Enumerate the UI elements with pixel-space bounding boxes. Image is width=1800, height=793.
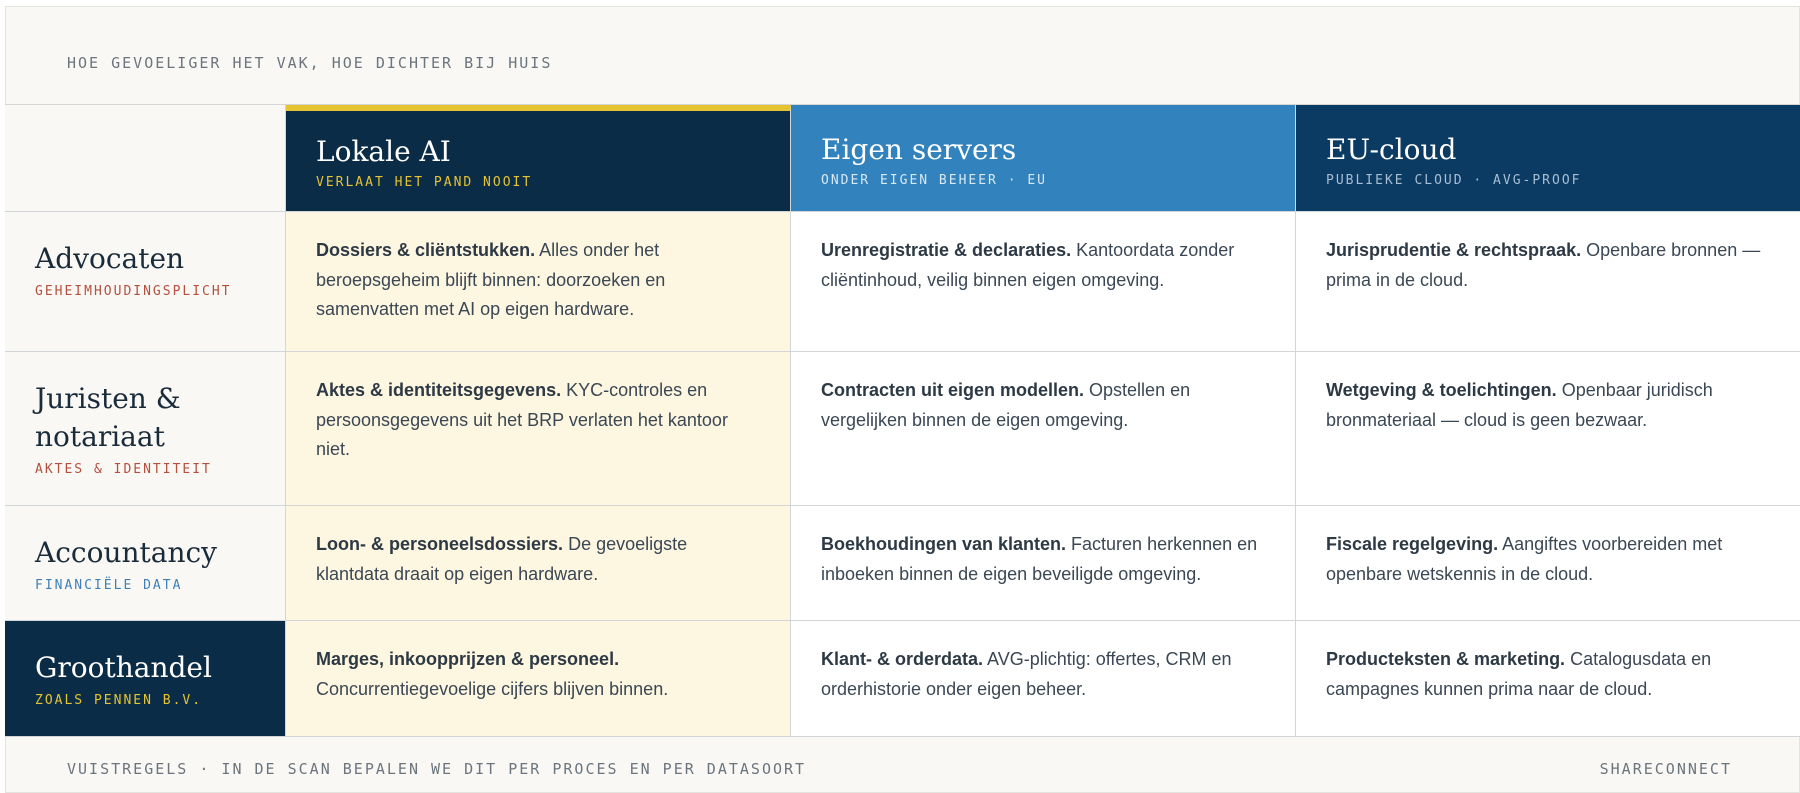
- cell-lead: Marges, inkoopprijzen & personeel.: [316, 649, 620, 669]
- comparison-table: [5, 104, 1800, 736]
- cell-text: Facturen herkennen en inboeken binnen de eigen beveiligde omgeving.: [821, 534, 1258, 584]
- cell-text: Concurrentiegevoelige cijfers blijven binnen.: [316, 678, 669, 699]
- column-header-eu-cloud: [1296, 105, 1800, 212]
- top-caption: HOE GEVOELIGER HET VAK, HOE DICHTER BIJ HUIS: [67, 54, 553, 72]
- column-subtitle: ONDER EIGEN BEHEER · EU: [821, 173, 1048, 188]
- cell-text: Openbaar juridisch bronmateriaal — cloud is geen bezwaar.: [1326, 380, 1713, 430]
- table-cell: [286, 621, 791, 737]
- cell-lead: Producteksten & marketing.: [1326, 649, 1566, 669]
- cell-lead: Loon- & personeelsdossiers.: [316, 534, 564, 554]
- cell-text: Opstellen en vergelijken binnen de eigen omgeving.: [821, 380, 1191, 430]
- column-title: EU-cloud: [1326, 133, 1457, 166]
- column-header-lokale-ai: [286, 105, 791, 212]
- row-label-groothandel: [5, 621, 286, 737]
- footer-brand: SHARECONNECT: [1599, 760, 1732, 778]
- table-cell: [1296, 212, 1800, 352]
- column-title: Eigen servers: [821, 133, 1017, 166]
- row-subtitle: GEHEIMHOUDINGSPLICHT: [35, 284, 232, 299]
- cell-text: Kantoordata zonder cliëntinhoud, veilig binnen eigen omgeving.: [821, 240, 1235, 290]
- column-subtitle: VERLAAT HET PAND NOOIT: [316, 175, 533, 190]
- cell-text: Openbare bronnen — prima in de cloud.: [1326, 240, 1761, 290]
- row-subtitle: ZOALS PENNEN B.V.: [35, 693, 203, 708]
- cell-text: Aangiftes voorbereiden met openbare wetskennis in de cloud.: [1326, 534, 1723, 584]
- row-label-accountancy: [5, 506, 286, 621]
- row-subtitle: FINANCIËLE DATA: [35, 578, 183, 593]
- row-label-advocaten: [5, 212, 286, 352]
- table-cell: [1296, 352, 1800, 506]
- cell-text: Alles onder het beroepsgeheim blijft binnen: doorzoeken en samenvatten met AI op eigen hardware.: [316, 240, 666, 319]
- cell-lead: Wetgeving & toelichtingen.: [1326, 380, 1557, 400]
- cell-text: De gevoeligste klantdata draait op eigen hardware.: [316, 534, 688, 584]
- cell-lead: Klant- & orderdata.: [821, 649, 984, 669]
- table-cell: [286, 506, 791, 621]
- row-label-juristen-notariaat: [5, 352, 286, 506]
- row-title: Accountancy: [35, 536, 217, 569]
- row-title: Groothandel: [35, 651, 212, 684]
- cell-lead: Boekhoudingen van klanten.: [821, 534, 1067, 554]
- cell-lead: Urenregistratie & declaraties.: [821, 240, 1072, 260]
- row-title: Juristen & notariaat: [35, 382, 181, 453]
- table-cell: [1296, 506, 1800, 621]
- column-subtitle: PUBLIEKE CLOUD · AVG-PROOF: [1326, 173, 1582, 188]
- row-title: Advocaten: [35, 242, 185, 275]
- column-header-eigen-servers: [791, 105, 1296, 212]
- table-cell: [286, 352, 791, 506]
- cell-lead: Contracten uit eigen modellen.: [821, 380, 1085, 400]
- column-title: Lokale AI: [316, 135, 451, 168]
- cell-text: Catalogusdata en campagnes kunnen prima naar de cloud.: [1326, 649, 1712, 699]
- cell-lead: Dossiers & cliëntstukken.: [316, 240, 536, 260]
- row-subtitle: AKTES & IDENTITEIT: [35, 462, 212, 477]
- table-cell: [791, 212, 1296, 352]
- footer-note: VUISTREGELS · IN DE SCAN BEPALEN WE DIT PER PROCES EN PER DATASOORT: [67, 760, 807, 778]
- cell-text: KYC-controles en persoonsgegevens uit het BRP verlaten het kantoor niet.: [316, 380, 728, 459]
- table-cell: [791, 506, 1296, 621]
- table-cell: [1296, 621, 1800, 737]
- cell-lead: Aktes & identiteitsgegevens.: [316, 380, 562, 400]
- cell-lead: Fiscale regelgeving.: [1326, 534, 1499, 554]
- table-cell: [791, 352, 1296, 506]
- table-cell: [286, 212, 791, 352]
- cell-text: AVG-plichtig: offertes, CRM en orderhistorie onder eigen beheer.: [821, 649, 1232, 699]
- cell-lead: Jurisprudentie & rechtspraak.: [1326, 240, 1582, 260]
- table-corner: [5, 105, 286, 212]
- table-cell: [791, 621, 1296, 737]
